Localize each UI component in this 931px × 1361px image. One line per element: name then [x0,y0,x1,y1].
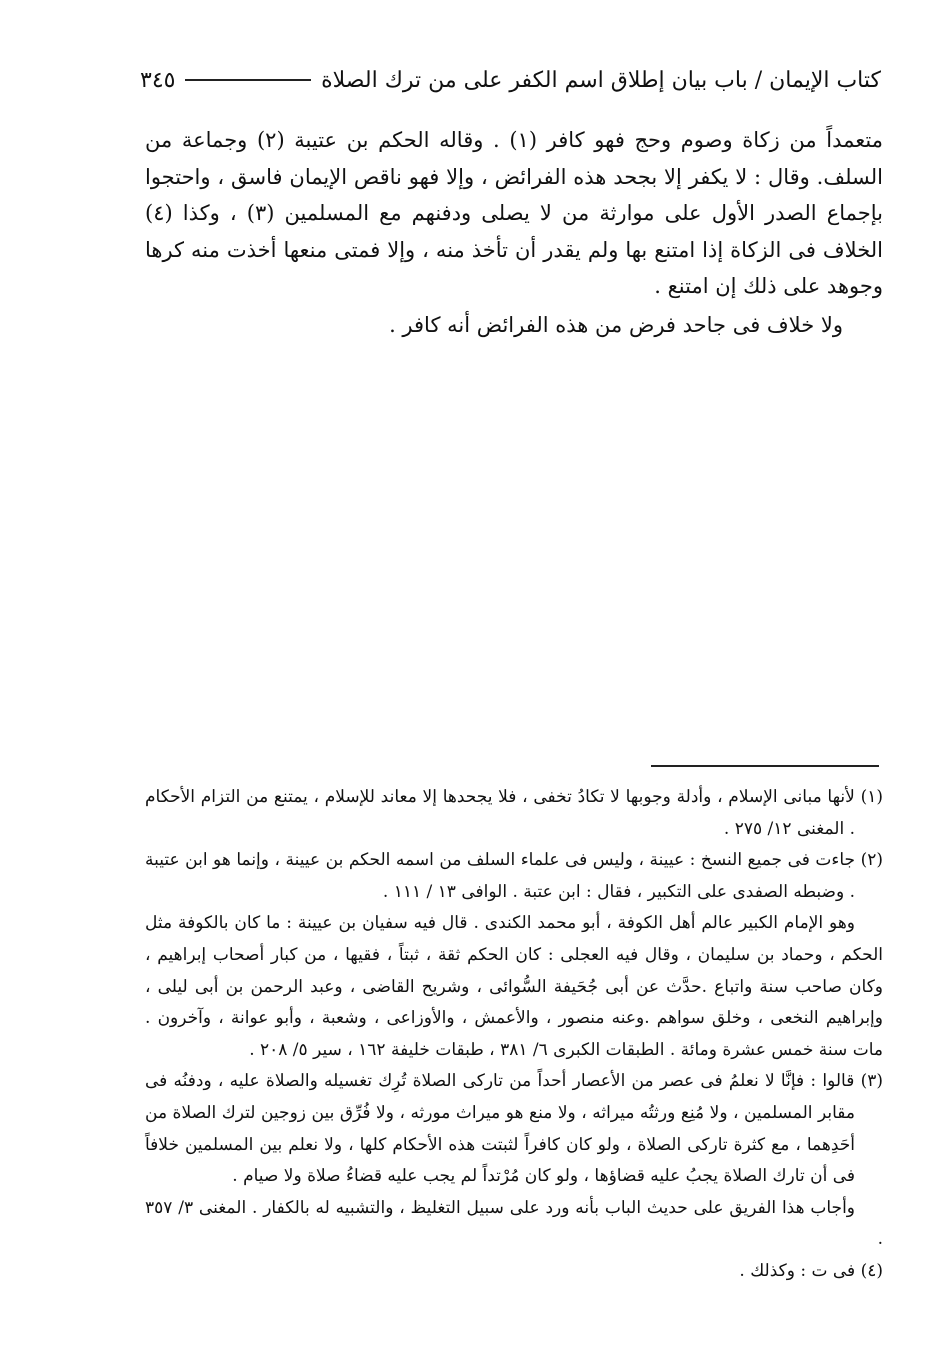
footnote-3-continuation [145,1193,883,1256]
footnote-2-continuation [145,908,883,1066]
footnote-1: (١) لأنها مبانى الإسلام ، وأدلة وجوبها لا تكادُ تخفى ، فلا يجحدها إلا معاند للإسلام ، يمتنع من التزام الأحكام . المغنى ١٢/ ٢٧٥ . [145,787,883,839]
running-title: كتاب الإيمان / باب بيان إطلاق اسم الكفر على من ترك الصلاة [321,67,881,93]
footnote-3: (٣) قالوا : فإنَّا لا نعلمُ فى عصر من الأعصار أحداً من تاركى الصلاة تُرِك تغسيله والصلاة عليه ، ودفنُه فى مقابر المسلمين ، ولا مُنِع ورثتُه ميراثه ، ولا منع هو ميراث مورثه ، ولا فُرِّق بين زوجين لترك الصلاة من أحَدِهما ، مع كثرة تاركى الصلاة ، ولو كان كافراً لثبتت هذه الأحكام كلها ، ولا نعلم بين المسلمين خلافاً فى أن تارك الصلاة يجبُ عليه قضاؤها ، ولو كان مُرْتداً لم يجب عليه قضاءُ صلاة ولا صيام . [145,1071,883,1187]
body-paragraph-2: ولا خلاف فى جاحد فرض من هذه الفرائض أنه كافر . [389,312,843,337]
footnote-2: (٢) جاءت فى جميع النسخ : عيينة ، وليس فى علماء السلف من اسمه الحكم بن عيينة ، وإنما هو ابن عتيبة . وضبطه الصفدى على التكبير ، فقال : ابن عتبة . الوافى ١٣ / ١١١ . [145,850,883,902]
footnote-4: (٤) فى ت : وكذلك . [739,1260,883,1281]
footnotes [145,782,883,1288]
footnote-2-continuation-text: وهو الإمام الكبير عالم أهل الكوفة ، أبو محمد الكندى . قال فيه سفيان بن عيينة : ما كان بالكوفة مثل الحكم ، وحماد بن سليمان ، وقال فيه العجلى : كان الحكم ثقة ، ثبتاً ، فقيها ، من كبار أصحاب إبراهيم ، وكان صاحب سنة واتباع .حدَّث عن أبى جُحَيفة السُّوائى ، وشريح القاضى ، وعبد الرحمن بن أبى ليلى ، وإبراهيم النخعى ، وخلق سواهم .وعنه منصور ، والأعمش ، والأوزاعى ، وشعبة ، وأبو عوانة ، وآخرون . مات سنة خمس عشرة ومائة . الطبقات الكبرى ٦/ ٣٨١ ، طبقات خليفة ١٦٢ ، سير ٥/ ٢٠٨ . [145,913,883,1060]
main-text [145,122,883,343]
body-paragraph-1: متعمداً من زكاة وصوم وحج فهو كافر (١) . وقاله الحكم بن عتيبة (٢) وجماعة من السلف. وقال : لا يكفر إلا بجحد هذه الفرائض ، وإلا فهو ناقص الإيمان فاسق ، واحتجوا بإجماع الصدر الأول على موارثة من لا يصلى ودفنهم مع المسلمين (٣) ، وكذا (٤) الخلاف فى الزكاة إذا امتنع بها ولم يقدر أن تأخذ منه ، وإلا فمتى منعها أخذت منه كرها وجوهد على ذلك إن امتنع . [145,128,884,298]
running-header [140,62,881,98]
footnote-3-continuation-text: وأجاب هذا الفريق على حديث الباب بأنه ورد على سبيل التغليظ ، والتشبيه له بالكفار . المغنى ٣/ ٣٥٧ . [145,1197,883,1250]
header-rule [185,79,311,81]
page-number: ٣٤٥ [140,67,176,93]
footnote-separator [651,765,879,767]
